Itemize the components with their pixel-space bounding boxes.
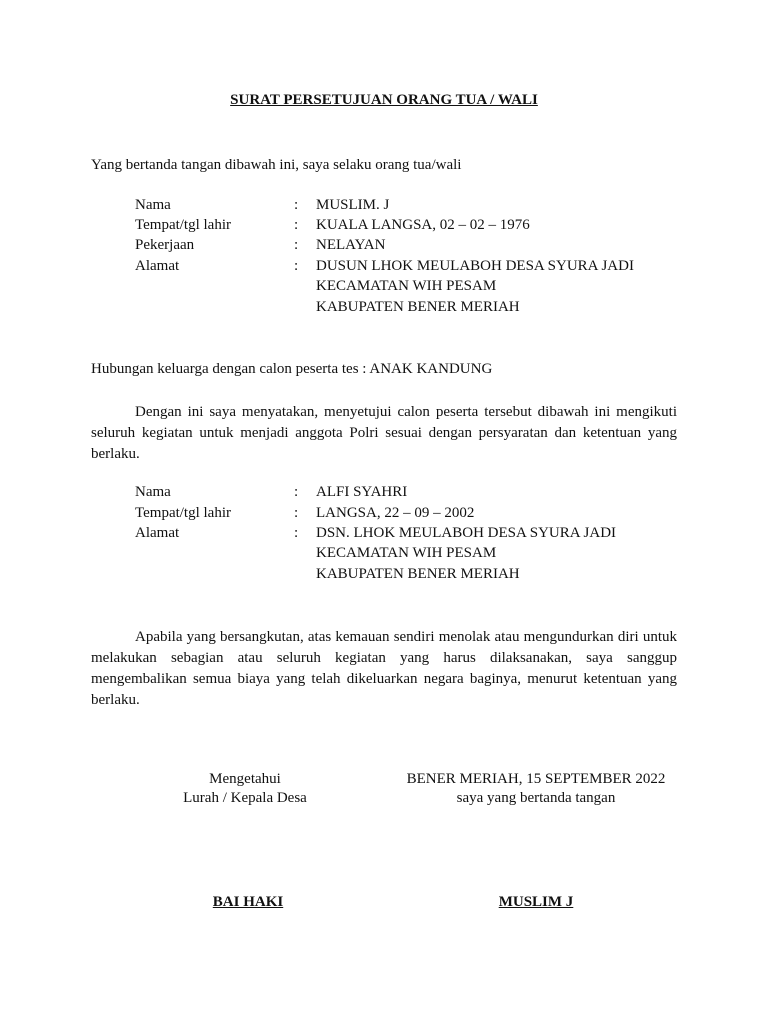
signer-label: saya yang bertanda tangan	[456, 790, 616, 806]
parent-name-row	[0, 197, 768, 217]
parent-job-value: NELAYAN	[316, 237, 386, 253]
candidate-address-row-2	[0, 545, 768, 565]
candidate-address-line3: KABUPATEN BENER MERIAH	[316, 566, 520, 582]
parent-job-row	[0, 237, 768, 257]
letter-title: SURAT PERSETUJUAN ORANG TUA / WALI	[230, 92, 538, 108]
village-head-name: BAI HAKI	[212, 894, 284, 910]
field-colon: :	[294, 237, 299, 253]
candidate-address-line2: KECAMATAN WIH PESAM	[316, 545, 497, 561]
field-colon: :	[294, 525, 299, 541]
parent-address-line2: KECAMATAN WIH PESAM	[316, 278, 497, 294]
field-colon: :	[294, 197, 299, 213]
place-date: BENER MERIAH, 15 SEPTEMBER 2022	[406, 771, 666, 787]
parent-signature-name: MUSLIM J	[498, 894, 574, 910]
parent-address-row	[0, 258, 768, 278]
field-label: Alamat	[135, 258, 180, 274]
intro-text: Yang bertanda tangan dibawah ini, saya selaku orang tua/wali	[91, 157, 462, 173]
field-label: Nama	[135, 484, 171, 500]
candidate-birth-value: LANGSA, 22 – 09 – 2002	[316, 505, 475, 521]
parent-address-line3: KABUPATEN BENER MERIAH	[316, 299, 520, 315]
candidate-address-row	[0, 525, 768, 545]
candidate-address-row-3	[0, 566, 768, 586]
parent-address-row-2	[0, 278, 768, 298]
right-signature-block	[396, 771, 676, 807]
candidate-name-value: ALFI SYAHRI	[316, 484, 408, 500]
withdrawal-paragraph: Apabila yang bersangkutan, atas kemauan sendiri menolak atau mengundurkan diri untuk melakukan sebagian atau seluruh kegiatan yang harus dilaksanakan, saya sanggup mengembalikan semua biaya yang telah dikeluarkan negara baginya, menurut ketentuan yang berlaku.	[91, 629, 677, 708]
candidate-address-line1: DSN. LHOK MEULABOH DESA SYURA JADI	[316, 525, 617, 541]
relationship-text: Hubungan keluarga dengan calon peserta tes : ANAK KANDUNG	[91, 361, 493, 377]
field-label: Pekerjaan	[135, 237, 195, 253]
village-head-label: Lurah / Kepala Desa	[183, 790, 307, 806]
field-colon: :	[294, 258, 299, 274]
field-colon: :	[294, 505, 299, 521]
field-label: Nama	[135, 197, 171, 213]
field-label: Tempat/tgl lahir	[135, 505, 232, 521]
candidate-birth-row	[0, 505, 768, 525]
parent-name-value: MUSLIM. J	[316, 197, 390, 213]
candidate-name-row	[0, 484, 768, 504]
field-label: Alamat	[135, 525, 180, 541]
left-signature-block	[150, 771, 340, 807]
acknowledged-label: Mengetahui	[209, 771, 281, 787]
field-colon: :	[294, 217, 299, 233]
parent-birth-value: KUALA LANGSA, 02 – 02 – 1976	[316, 217, 530, 233]
statement-paragraph: Dengan ini saya menyatakan, menyetujui calon peserta tersebut dibawah ini mengikuti seluruh kegiatan untuk menjadi anggota Polri sesuai dengan persyaratan dan ketentuan yang berlaku.	[91, 404, 677, 462]
parent-address-line1: DUSUN LHOK MEULABOH DESA SYURA JADI	[316, 258, 634, 274]
field-label: Tempat/tgl lahir	[135, 217, 232, 233]
parent-birth-row	[0, 217, 768, 237]
parent-address-row-3	[0, 299, 768, 319]
field-colon: :	[294, 484, 299, 500]
